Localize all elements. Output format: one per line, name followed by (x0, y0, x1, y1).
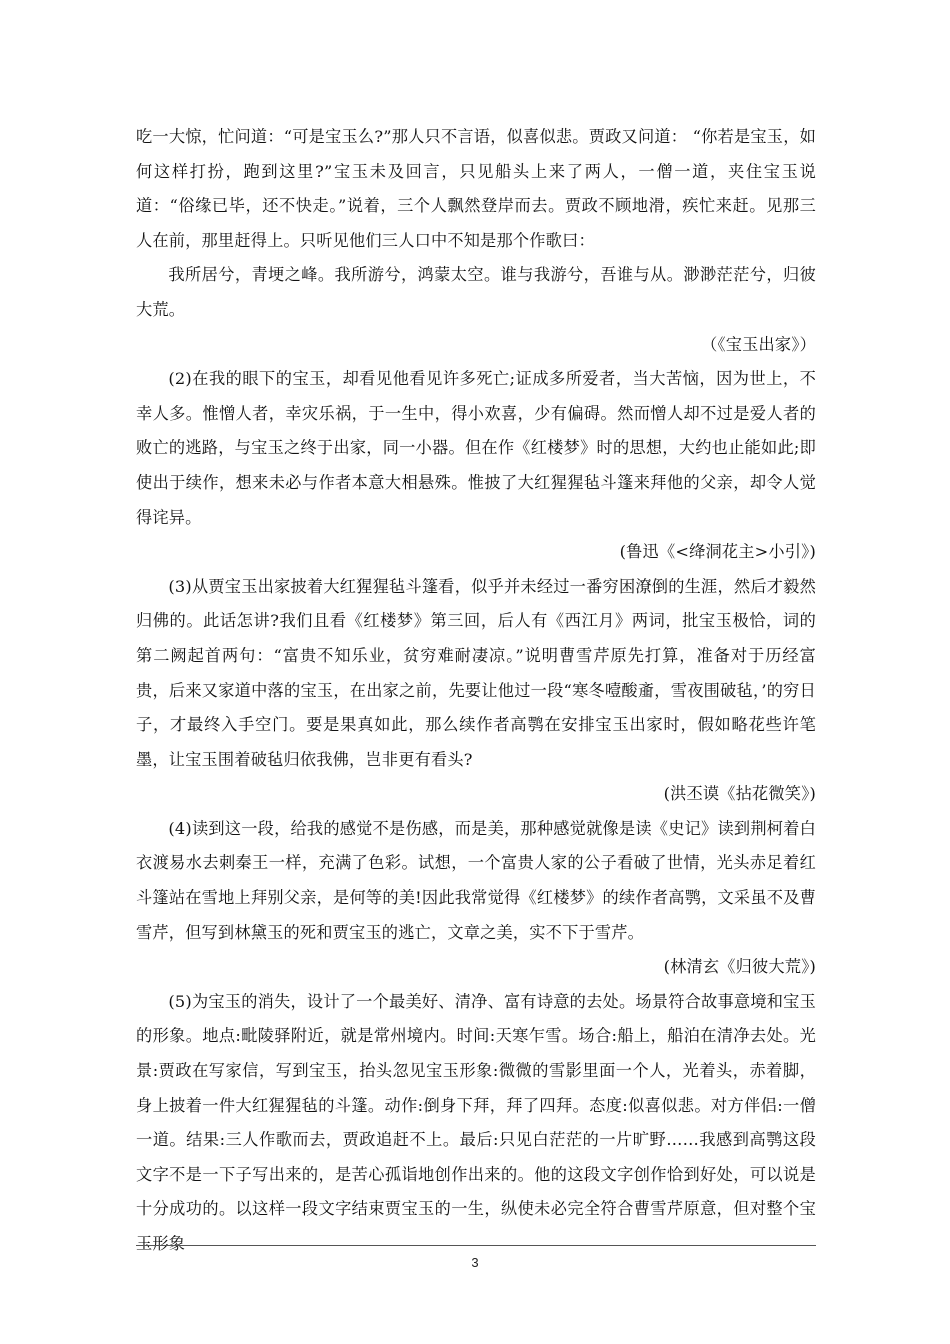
document-body (136, 120, 816, 1262)
paragraph-4: (4)读到这一段，给我的感觉不是伤感，而是美，那种感觉就像是读《史记》读到荆柯着白衣渡易水去刺秦王一样，充满了色彩。试想，一个富贵人家的公子看破了世情，光头赤足着红斗篷站在雪地上拜别父亲，是何等的美!因此我常觉得《红楼梦》的续作者高鹗，文采虽不及曹雪芹，但写到林黛玉的死和贾宝玉的逃亡，文章之美，实不下于雪芹。 (136, 818, 816, 942)
source-citation: (鲁迅《<绛洞花主>小引》) (619, 542, 816, 562)
source-citation: (林清玄《归彼大荒》) (663, 957, 816, 977)
paragraph-3: (3)从贾宝玉出家披着大红猩猩毡斗篷看，似乎并未经过一番穷困潦倒的生涯，然后才毅然归佛的。此话怎讲?我们且看《红楼梦》第三回，后人有《西江月》两词，批宝玉极恰，词的第二阙起首两句：“富贵不知乐业，贫穷难耐凄凉。”说明曹雪芹原先打算，准备对于历经富贵，后来又家道中落的宝玉，在出家之前，先要让他过一段“寒冬噎酸齑，雪夜围破毡，’的穷日子，才最终入手空门。要是果真如此，那么续作者高鹗在安排宝玉出家时，假如略花些许笔墨，让宝玉围着破毡归依我佛，岂非更有看头? (136, 576, 816, 769)
paragraph-continuation: 吃一大惊，忙问道：“可是宝玉么?”那人只不言语，似喜似悲。贾政又问道： “你若是宝玉，如何这样打扮，跑到这里?”宝玉未及回言，只见船头上来了两人，一僧一道，夹住宝玉说道：“俗缘已毕，还不快走。”说着，三个人飘然登岸而去。贾政不顾地滑，疾忙来赶。见那三人在前，那里赶得上。只听见他们三人口中不知是那个作歌曰： (136, 127, 816, 250)
paragraph-2: (2)在我的眼下的宝玉，却看见他看见许多死亡;证成多所爱者，当大苦恼，因为世上，不幸人多。惟憎人者，幸灾乐祸，于一生中，得小欢喜，少有偏碍。然而憎人却不过是爱人者的败亡的逃路，与宝玉之终于出家，同一小器。但在作《红楼梦》时的思想，大约也止能如此;即使出于续作，想来未必与作者本意大相悬殊。惟披了大红猩猩毡斗篷来拜他的父亲，却令人觉得诧异。 (136, 369, 816, 527)
source-citation: (洪丕谟《拈花微笑》) (663, 784, 816, 804)
footer-divider (136, 1245, 816, 1246)
source-citation: （《宝玉出家》） (701, 334, 816, 354)
page-number: 3 (471, 1255, 479, 1270)
paragraph-5: (5)为宝玉的消失，设计了一个最美好、清净、富有诗意的去处。场景符合故事意境和宝玉的形象。地点:毗陵驿附近，就是常州境内。时间:天寒乍雪。场合:船上，船泊在清净去处。光景:贾政在写家信，写到宝玉，抬头忽见宝玉形象:微微的雪影里面一个人，光着头，赤着脚，身上披着一件大红猩猩毡的斗篷。动作:倒身下拜，拜了四拜。态度:似喜似悲。对方伴侣:一僧一道。结果:三人作歌而去，贾政追赶不上。最后:只见白茫茫的一片旷野……我感到高鹗这段文字不是一下子写出来的，是苦心孤诣地创作出来的。他的这段文字创作恰到好处，可以说是十分成功的。以这样一段文字结束贾宝玉的一生，纵使未必完全符合曹雪芹原意，但对整个宝玉形象 (136, 991, 816, 1253)
poem-line: 我所居兮，青埂之峰。我所游兮，鸿蒙太空。谁与我游兮，吾谁与从。渺渺茫茫兮，归彼大荒。 (136, 265, 816, 319)
